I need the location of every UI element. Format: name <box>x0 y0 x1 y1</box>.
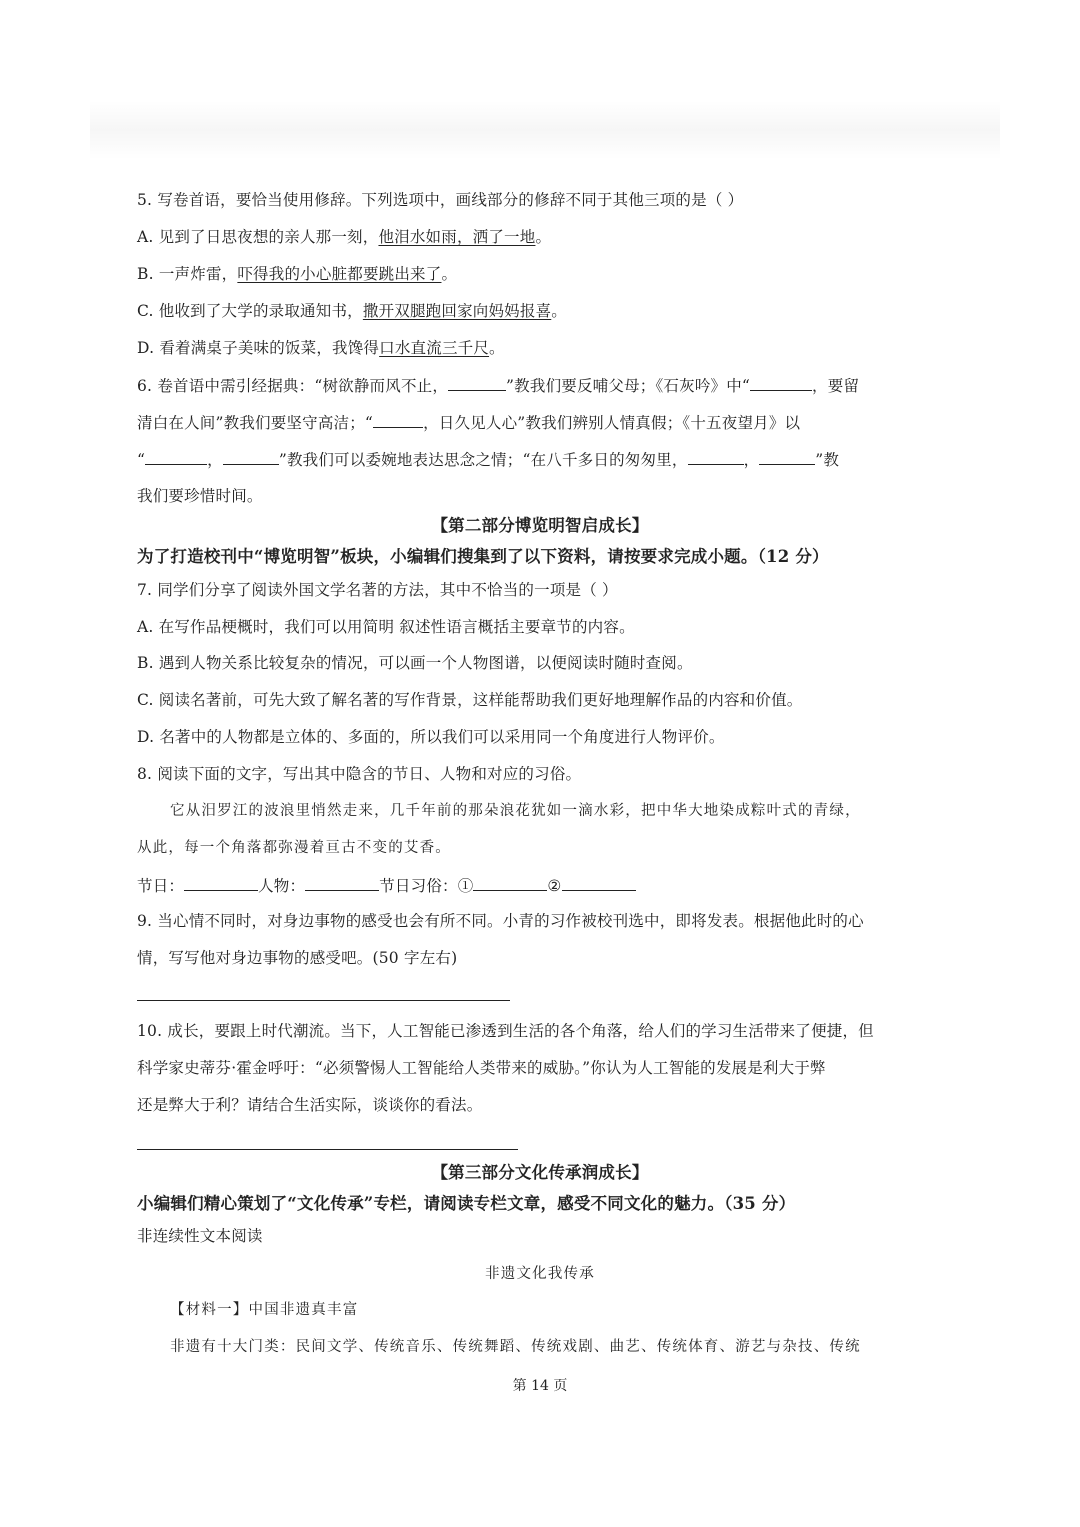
fill-blank[interactable] <box>223 449 279 465</box>
q10-line1: 10. 成长，要跟上时代潮流。当下，人工智能已渗透到生活的各个角落，给人们的学习生活带来了便捷，但 <box>137 1022 874 1040</box>
q10-line3: 还是弊大于利？请结合生活实际，谈谈你的看法。 <box>137 1096 483 1114</box>
q6-line2: 清白在人间”教我们要坚守高洁；“ ，日久见人心”教我们辨别人情真假；《十五夜望月》以 <box>137 414 801 432</box>
q8-passage-line2: 从此，每一个角落都弥漫着亘古不变的艾香。 <box>137 840 451 856</box>
article-title: 非遗文化我传承 <box>485 1266 595 1282</box>
q7-option-d: D. 名著中的人物都是立体的、多面的，所以我们可以采用同一个角度进行人物评价。 <box>137 728 725 746</box>
material1-title: 【材料一】中国非遗真丰富 <box>170 1302 359 1318</box>
fill-blank[interactable] <box>688 449 744 465</box>
q5-option-d: D. 看着满桌子美味的饭菜，我馋得口水直流三千尺。 <box>137 339 505 357</box>
part3-subheading: 非连续性文本阅读 <box>137 1227 263 1245</box>
fill-blank[interactable] <box>759 449 815 465</box>
q9-line2: 情，写写他对身边事物的感受吧。(50 字左右) <box>137 949 458 967</box>
q5-option-a: A. 见到了日思夜想的亲人那一刻，他泪水如雨，洒了一地。 <box>137 228 552 246</box>
fill-blank[interactable] <box>448 375 506 391</box>
fill-blank[interactable] <box>750 375 812 391</box>
q10-answer-line[interactable] <box>137 1149 518 1150</box>
q7-option-b: B. 遇到人物关系比较复杂的情况，可以画一个人物图谱，以便阅读时随时查阅。 <box>137 654 693 672</box>
custom-blank-1[interactable] <box>473 875 547 891</box>
part2-intro: 为了打造校刊中“博览明智”板块，小编辑们搜集到了以下资料，请按要求完成小题。（12 分） <box>137 547 829 566</box>
q8-passage-line1: 它从汨罗江的波浪里悄然走来，几千年前的那朵浪花犹如一滴水彩，把中华大地染成粽叶式的青绿， <box>170 803 861 819</box>
custom-blank-2[interactable] <box>562 875 636 891</box>
q9-answer-line[interactable] <box>137 1000 510 1001</box>
q5-option-c: C. 他收到了大学的录取通知书，撒开双腿跑回家向妈妈报喜。 <box>137 302 567 320</box>
q5-stem: 5. 写卷首语，要恰当使用修辞。下列选项中，画线部分的修辞不同于其他三项的是（ ） <box>137 191 744 209</box>
q5-option-b: B. 一声炸雷，吓得我的小心脏都要跳出来了。 <box>137 265 458 283</box>
q9-line1: 9. 当心情不同时，对身边事物的感受也会有所不同。小青的习作被校刊选中，即将发表。根据他此时的心 <box>137 912 864 930</box>
person-blank[interactable] <box>305 875 379 891</box>
fill-blank[interactable] <box>145 449 207 465</box>
scan-shadow <box>90 100 1000 160</box>
part3-title: 【第三部分文化传承润成长】 <box>431 1163 649 1182</box>
part3-intro: 小编辑们精心策划了“文化传承”专栏，请阅读专栏文章，感受不同文化的魅力。（35 分） <box>137 1194 796 1213</box>
q6-line1: 6. 卷首语中需引经据典：“树欲静而风不止， ”教我们要反哺父母；《石灰吟》中“ ，要留 <box>137 377 860 395</box>
page-number: 第 14 页 <box>512 1378 568 1394</box>
q8-fill-line: 节日： 人物： 节日习俗：① ② <box>137 875 636 896</box>
festival-blank[interactable] <box>184 875 258 891</box>
fill-blank[interactable] <box>373 412 423 428</box>
part2-title: 【第二部分博览明智启成长】 <box>431 516 649 535</box>
material1-text: 非遗有十大门类：民间文学、传统音乐、传统舞蹈、传统戏剧、曲艺、传统体育、游艺与杂技、传统 <box>170 1339 861 1355</box>
q8-stem: 8. 阅读下面的文字，写出其中隐含的节日、人物和对应的习俗。 <box>137 765 582 783</box>
q6-line3: “ ， ”教我们可以委婉地表达思念之情；“在八千多日的匆匆里， ， ”教 <box>137 451 840 469</box>
q6-line4: 我们要珍惜时间。 <box>137 487 263 505</box>
q7-option-a: A. 在写作品梗概时，我们可以用简明 叙述性语言概括主要章节的内容。 <box>137 618 635 636</box>
q10-line2: 科学家史蒂芬·霍金呼吁：“必须警惕人工智能给人类带来的威胁。”你认为人工智能的发展是利大于弊 <box>137 1059 826 1077</box>
q7-option-c: C. 阅读名著前，可先大致了解名著的写作背景，这样能帮助我们更好地理解作品的内容和价值。 <box>137 691 803 709</box>
q7-stem: 7. 同学们分享了阅读外国文学名著的方法，其中不恰当的一项是（ ） <box>137 581 618 599</box>
